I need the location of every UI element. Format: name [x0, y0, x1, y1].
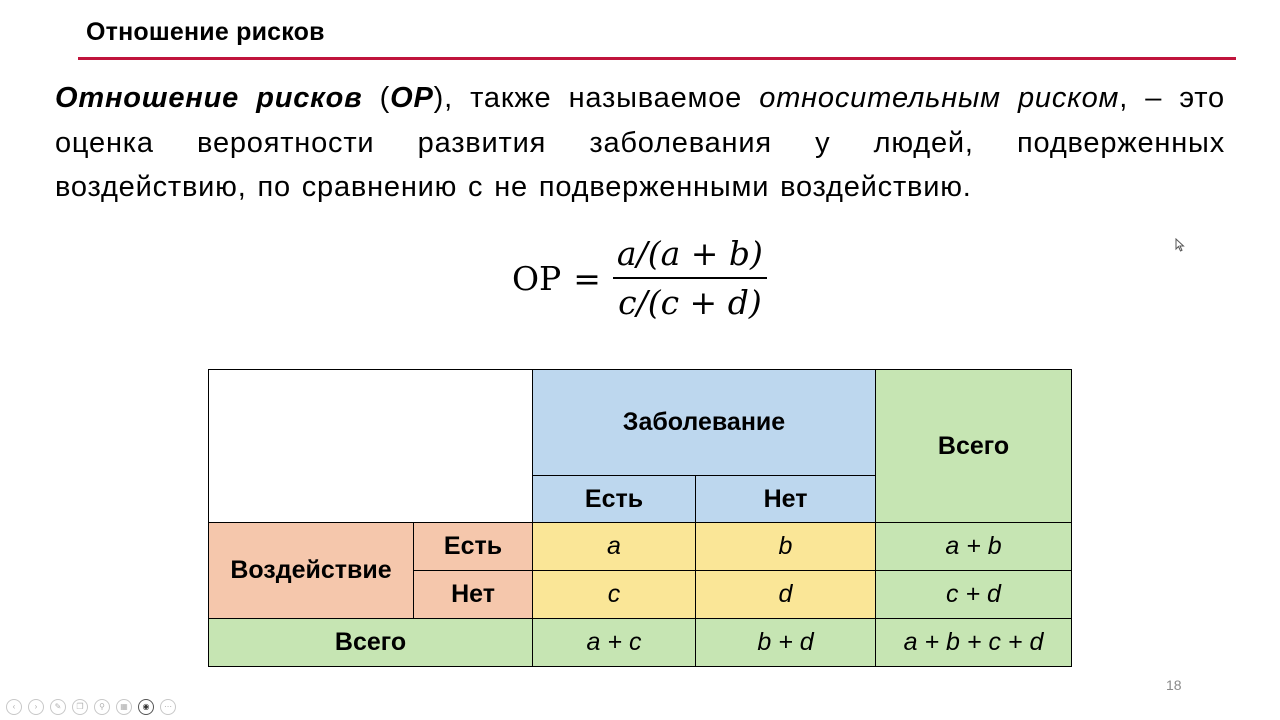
formula-equals: =: [573, 258, 601, 298]
row-header-exposure: Воздействие: [209, 523, 414, 619]
denominator-var: c: [618, 283, 637, 322]
copy-icon[interactable]: ❐: [72, 699, 88, 715]
cell-a: a: [533, 523, 696, 571]
contingency-table: [208, 369, 1072, 667]
definition-alt-term: относительным риском: [759, 82, 1120, 114]
formula-numerator: [613, 234, 767, 277]
definition-abbr: ОР: [390, 82, 434, 114]
header-total: Всего: [876, 370, 1072, 523]
prev-icon[interactable]: ‹: [6, 699, 22, 715]
slide-title: Отношение рисков: [86, 18, 325, 46]
numerator-var: a: [616, 234, 637, 273]
denominator-rest: /(c + d): [636, 283, 762, 322]
cell-grand-total: a + b + c + d: [876, 619, 1072, 667]
cell-c: c: [533, 571, 696, 619]
table-corner: [209, 370, 533, 523]
grid-icon[interactable]: ▦: [116, 699, 132, 715]
zoom-icon[interactable]: ⚲: [94, 699, 110, 715]
numerator-rest: /(a + b): [636, 234, 763, 273]
cell-c-plus-d: c + d: [876, 571, 1072, 619]
risk-ratio-formula: [512, 232, 767, 324]
row-header-total: Всего: [209, 619, 533, 667]
formula-lhs: ОР: [512, 258, 562, 298]
cell-a-plus-c: a + c: [533, 619, 696, 667]
header-disease: Заболевание: [533, 370, 876, 476]
title-rule: [78, 57, 1236, 60]
header-disease-no: Нет: [696, 476, 876, 523]
next-icon[interactable]: ›: [28, 699, 44, 715]
cell-d: d: [696, 571, 876, 619]
cell-b: b: [696, 523, 876, 571]
more-icon[interactable]: ⋯: [160, 699, 176, 715]
definition-paragraph: [55, 76, 1225, 210]
formula-fraction: [613, 234, 767, 322]
row-header-exposure-yes: Есть: [414, 523, 533, 571]
header-disease-yes: Есть: [533, 476, 696, 523]
pen-icon[interactable]: ✎: [50, 699, 66, 715]
definition-paren-open: (: [362, 82, 391, 114]
definition-term: Отношение рисков: [55, 82, 363, 114]
formula-denominator: [614, 279, 766, 322]
definition-middle: ), также называемое: [433, 82, 760, 114]
cell-b-plus-d: b + d: [696, 619, 876, 667]
camera-icon[interactable]: ◉: [138, 699, 154, 715]
slideshow-controls: [6, 699, 176, 715]
row-header-exposure-no: Нет: [414, 571, 533, 619]
page-number: 18: [1166, 677, 1182, 693]
cell-a-plus-b: a + b: [876, 523, 1072, 571]
definition-rest: , – это оценка вероятности развития заболевания у людей, подверженных воздействию, по сравнению с не подверженными воздействию.: [55, 82, 1225, 203]
mouse-cursor-icon: [1175, 238, 1185, 252]
